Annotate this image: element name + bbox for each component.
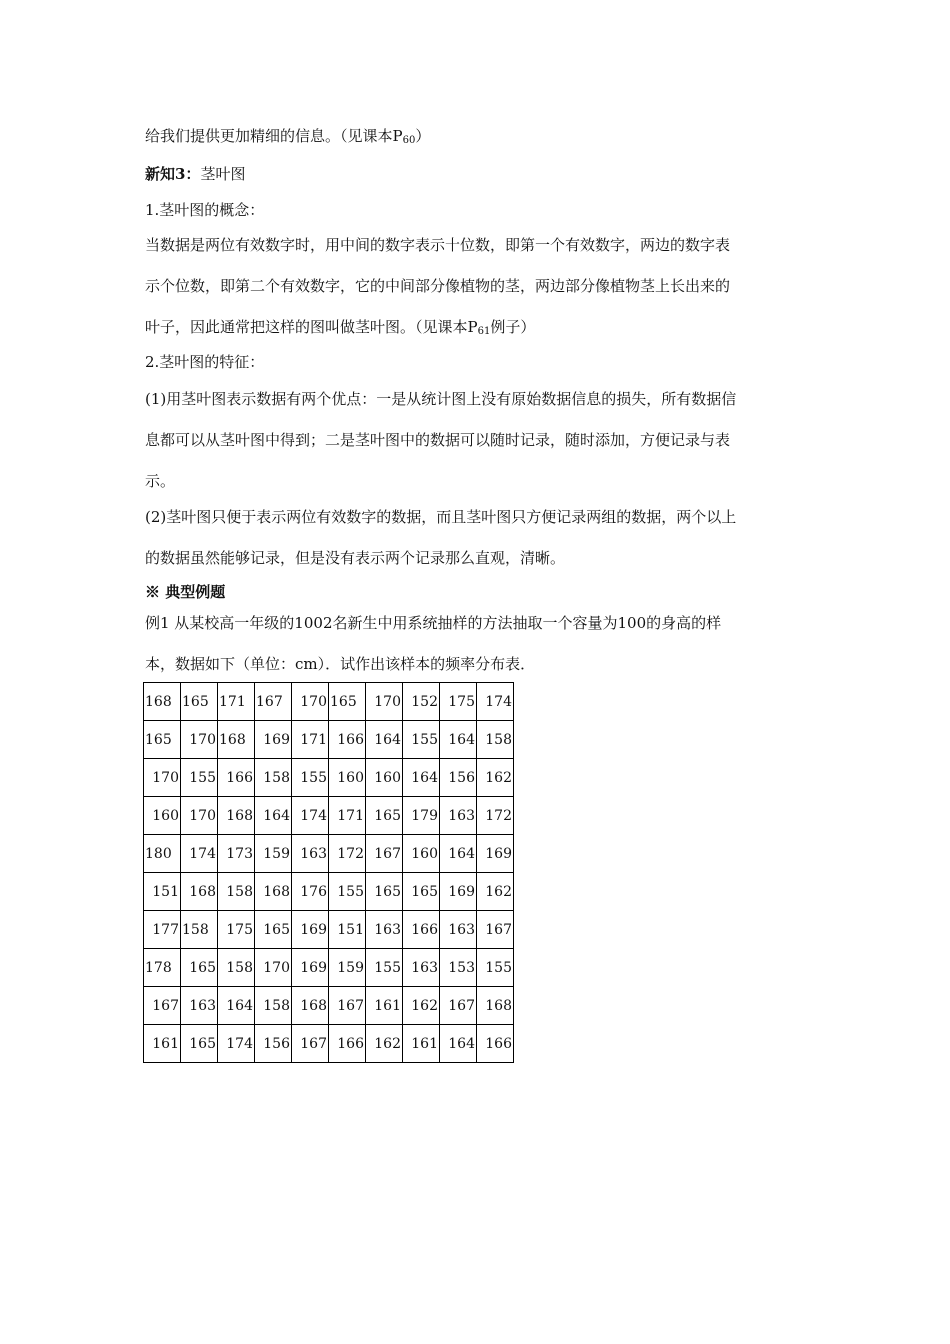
table-cell: 179 [403, 797, 440, 835]
table-cell: 167 [292, 1025, 329, 1063]
table-cell: 163 [403, 949, 440, 987]
text-segment: 例子） [490, 318, 536, 336]
table-cell: 156 [440, 759, 477, 797]
table-cell: 169 [292, 949, 329, 987]
example-line: 本，数据如下（单位：cm）．试作出该样本的频率分布表． [145, 655, 536, 673]
table-row [144, 1025, 514, 1063]
table-cell: 165 [403, 873, 440, 911]
table-cell: 165 [255, 911, 292, 949]
table-cell: 167 [366, 835, 403, 873]
table-cell: 153 [440, 949, 477, 987]
table-cell: 160 [403, 835, 440, 873]
table-cell: 164 [440, 835, 477, 873]
table-row [144, 759, 514, 797]
table-cell: 165 [366, 873, 403, 911]
table-cell: 158 [181, 911, 218, 949]
table-cell: 166 [329, 721, 366, 759]
table-row [144, 949, 514, 987]
table-cell: 177 [144, 911, 181, 949]
table-cell: 166 [403, 911, 440, 949]
table-cell: 170 [255, 949, 292, 987]
table-cell: 166 [218, 759, 255, 797]
table-cell: 165 [144, 721, 181, 759]
page-ref-subscript: 61 [477, 326, 491, 337]
table-cell: 169 [255, 721, 292, 759]
table-cell: 165 [181, 1025, 218, 1063]
table-cell: 167 [255, 683, 292, 721]
table-cell: 159 [329, 949, 366, 987]
table-row [144, 835, 514, 873]
table-cell: 164 [366, 721, 403, 759]
table-cell: 161 [144, 1025, 181, 1063]
text-segment: ） [415, 127, 431, 145]
table-cell: 168 [477, 987, 514, 1025]
table-cell: 156 [255, 1025, 292, 1063]
table-cell: 172 [477, 797, 514, 835]
page-ref-subscript: 60 [402, 135, 416, 146]
table-cell: 167 [329, 987, 366, 1025]
table-cell: 170 [144, 759, 181, 797]
text-line-1 [145, 126, 430, 151]
paragraph-line: 示。 [145, 472, 176, 490]
table-cell: 175 [218, 911, 255, 949]
table-cell: 160 [329, 759, 366, 797]
table-cell: 170 [181, 721, 218, 759]
table-cell: 171 [292, 721, 329, 759]
table-cell: 155 [366, 949, 403, 987]
table-row [144, 911, 514, 949]
table-cell: 174 [477, 683, 514, 721]
table-cell: 167 [477, 911, 514, 949]
table-cell: 169 [440, 873, 477, 911]
table-cell: 174 [218, 1025, 255, 1063]
table-cell: 155 [181, 759, 218, 797]
table-cell: 168 [144, 683, 181, 721]
text-segment: 叶子，因此通常把这样的图叫做茎叶图。（见课本P [145, 318, 478, 336]
subheading-concept: 1.茎叶图的概念： [145, 201, 265, 219]
table-cell: 163 [181, 987, 218, 1025]
table-cell: 168 [181, 873, 218, 911]
table-cell: 163 [366, 911, 403, 949]
table-cell: 164 [255, 797, 292, 835]
example-line: 例1 从某校高一年级的1002名新生中用系统抽样的方法抽取一个容量为100的身高的样 [145, 614, 722, 632]
table-row [144, 987, 514, 1025]
subheading-features: 2.茎叶图的特征： [145, 353, 265, 371]
table-cell: 162 [366, 1025, 403, 1063]
table-cell: 180 [144, 835, 181, 873]
table-cell: 152 [403, 683, 440, 721]
table-cell: 163 [292, 835, 329, 873]
section-label: 新知3： [145, 165, 201, 183]
table-cell: 166 [477, 1025, 514, 1063]
table-cell: 168 [218, 721, 255, 759]
table-cell: 155 [477, 949, 514, 987]
table-cell: 170 [366, 683, 403, 721]
paragraph-line: 当数据是两位有效数字时，用中间的数字表示十位数，即第一个有效数字，两边的数字表 [145, 236, 731, 254]
table-cell: 161 [366, 987, 403, 1025]
table-cell: 165 [181, 949, 218, 987]
table-cell: 176 [292, 873, 329, 911]
paragraph-line: (1)用茎叶图表示数据有两个优点：一是从统计图上没有原始数据信息的损失，所有数据信 [145, 390, 737, 408]
table-cell: 155 [292, 759, 329, 797]
table-cell: 178 [144, 949, 181, 987]
paragraph-line [145, 317, 535, 342]
table-cell: 158 [218, 949, 255, 987]
table-cell: 159 [255, 835, 292, 873]
table-cell: 163 [440, 797, 477, 835]
table-cell: 165 [181, 683, 218, 721]
paragraph-line: 息都可以从茎叶图中得到；二是茎叶图中的数据可以随时记录，随时添加，方便记录与表 [145, 431, 731, 449]
table-cell: 162 [477, 759, 514, 797]
table-cell: 163 [440, 911, 477, 949]
table-cell: 160 [366, 759, 403, 797]
table-cell: 161 [403, 1025, 440, 1063]
table-cell: 155 [403, 721, 440, 759]
table-cell: 164 [218, 987, 255, 1025]
table-cell: 174 [181, 835, 218, 873]
table-cell: 162 [403, 987, 440, 1025]
table-cell: 165 [366, 797, 403, 835]
table-cell: 170 [292, 683, 329, 721]
table-cell: 158 [255, 759, 292, 797]
table-row [144, 873, 514, 911]
examples-heading: ※ 典型例题 [145, 583, 226, 601]
table-cell: 172 [329, 835, 366, 873]
table-cell: 168 [255, 873, 292, 911]
table-cell: 158 [218, 873, 255, 911]
table-cell: 167 [440, 987, 477, 1025]
table-cell: 164 [440, 721, 477, 759]
table-cell: 170 [181, 797, 218, 835]
table-cell: 158 [255, 987, 292, 1025]
table-cell: 171 [329, 797, 366, 835]
table-row [144, 797, 514, 835]
table-cell: 171 [218, 683, 255, 721]
text-segment: 给我们提供更加精细的信息。（见课本P [145, 127, 403, 145]
table-cell: 167 [144, 987, 181, 1025]
table-cell: 175 [440, 683, 477, 721]
section-title: 茎叶图 [200, 165, 246, 183]
height-data-table [143, 682, 514, 1063]
table-row [144, 683, 514, 721]
table-cell: 166 [329, 1025, 366, 1063]
table-cell: 155 [329, 873, 366, 911]
table-cell: 151 [329, 911, 366, 949]
table-cell: 164 [440, 1025, 477, 1063]
table-row [144, 721, 514, 759]
table-cell: 173 [218, 835, 255, 873]
paragraph-line: 示个位数，即第二个有效数字，它的中间部分像植物的茎，两边部分像植物茎上长出来的 [145, 277, 731, 295]
section-heading [145, 164, 245, 184]
table-cell: 162 [477, 873, 514, 911]
table-cell: 168 [218, 797, 255, 835]
table-cell: 168 [292, 987, 329, 1025]
table-cell: 165 [329, 683, 366, 721]
paragraph-line: (2)茎叶图只便于表示两位有效数字的数据，而且茎叶图只方便记录两组的数据，两个以上 [145, 508, 737, 526]
table-cell: 164 [403, 759, 440, 797]
table-cell: 169 [292, 911, 329, 949]
paragraph-line: 的数据虽然能够记录，但是没有表示两个记录那么直观，清晰。 [145, 549, 566, 567]
table-cell: 160 [144, 797, 181, 835]
table-cell: 169 [477, 835, 514, 873]
table-cell: 174 [292, 797, 329, 835]
table-cell: 158 [477, 721, 514, 759]
table-cell: 151 [144, 873, 181, 911]
